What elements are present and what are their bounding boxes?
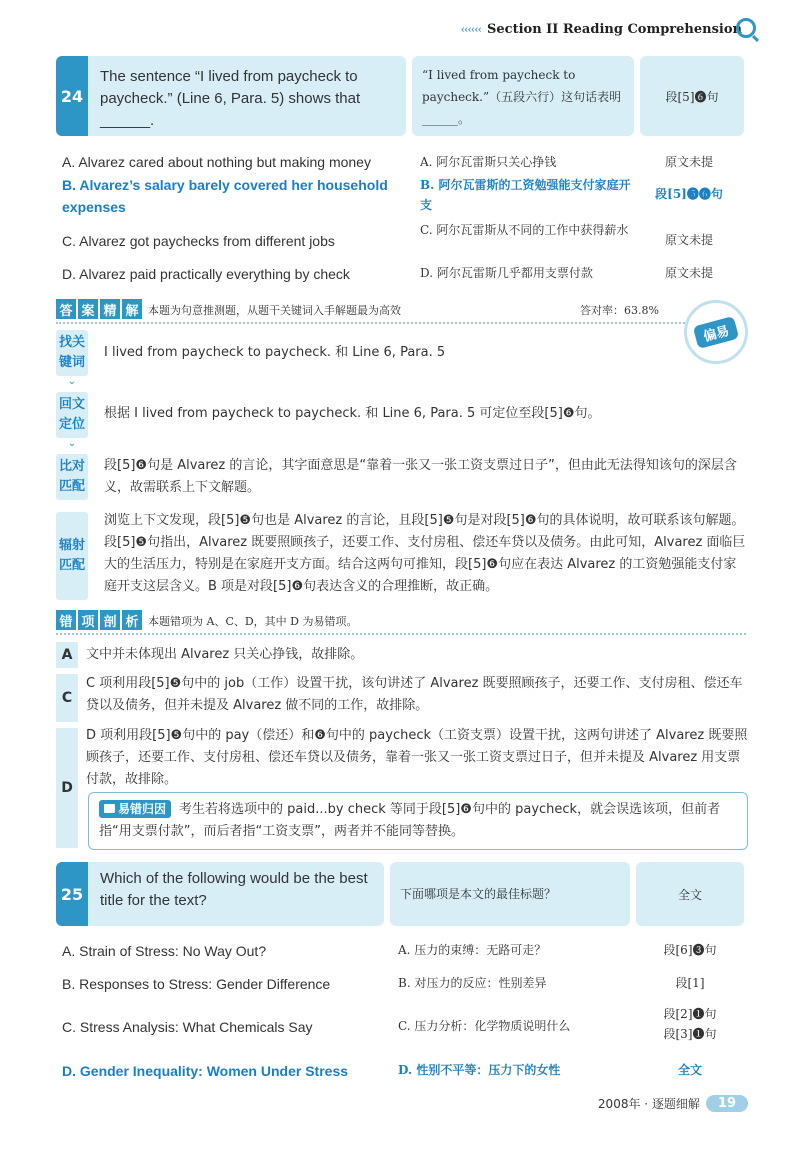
tag-char: 答 bbox=[56, 299, 76, 319]
error-text-a: 文中并未体现出 Alvarez 只关心挣钱，故排除。 bbox=[86, 647, 364, 662]
option-b-cn: B. 对压力的反应：性别差异 bbox=[398, 976, 547, 990]
option-b-en: B. Alvarez’s salary barely covered her household expenses bbox=[62, 177, 388, 215]
error-letter-a: A bbox=[56, 642, 78, 668]
step-text-radiate: 浏览上下文发现，段[5]❺句也是 Alvarez 的言论，且段[5]❺句是对段[5]❻句的具体说明，故可联系该句解题。段[5]❺句指出，Alvarez 既要照顾孩子，还要工作、支付房租、偿还车贷以及债务。由此可知，Alvarez 面临巨大的生活压力，特别是在家庭开支方面。结合这两句可推知，段[5]❻句应在表达 Alvarez 的工资勉强能支付家庭开支这层含义。B 项是对段[5]❻句表达含义的合理推断，故正确。 bbox=[104, 513, 746, 594]
error-cause-label-text: 易错归因 bbox=[118, 801, 167, 816]
difficulty-label: 偏易 bbox=[693, 315, 740, 348]
tag-char: 案 bbox=[78, 299, 98, 319]
step-label-compare: 比对匹配 bbox=[56, 454, 88, 500]
step-label-keyword: 找关键词 bbox=[56, 330, 88, 376]
step-text-keyword: I lived from paycheck to paycheck. 和 Line 6, Para. 5 bbox=[104, 345, 446, 360]
tag-char: 剖 bbox=[100, 610, 120, 630]
error-text-c: C 项利用段[5]❺句中的 job（工作）设置干扰，该句讲述了 Alvarez 既要照顾孩子，还要工作、支付房租、偿还车贷以及债务，但并未提及 Alvarez 做不同的工作，故排除。 bbox=[86, 676, 743, 713]
step-label-locate: 回文定位 bbox=[56, 392, 88, 438]
option-a-source: 段[6]❸句 bbox=[663, 943, 717, 957]
step-text-compare: 段[5]❻句是 Alvarez 的言论，其字面意思是“靠着一张又一张工资支票过日子”，但由此无法得知该句的深层含义，故需联系上下文解题。 bbox=[104, 458, 737, 495]
arrows-decoration: ‹‹‹‹‹‹ bbox=[460, 23, 481, 36]
question-number: 24 bbox=[56, 56, 88, 136]
option-d-source: 全文 bbox=[677, 1063, 702, 1077]
question-stem-en: The sentence “I lived from paycheck to paycheck.” (Line 6, Para. 5) shows that ______. bbox=[88, 56, 406, 136]
option-d-en: D. Alvarez paid practically everything by check bbox=[62, 266, 350, 282]
error-cause-label bbox=[99, 800, 171, 818]
magnifier-icon bbox=[736, 18, 756, 38]
error-cause-box bbox=[88, 792, 748, 850]
page-number: 19 bbox=[706, 1095, 748, 1112]
chevron-down-icon: ⌄ bbox=[67, 376, 77, 387]
section-title: Section II Reading Comprehension bbox=[487, 22, 742, 37]
tag-char: 错 bbox=[56, 610, 76, 630]
page-footer bbox=[598, 1095, 748, 1112]
tag-char: 析 bbox=[122, 610, 142, 630]
option-d-cn: D. 性别不平等：压力下的女性 bbox=[398, 1063, 561, 1077]
option-b-source: 段[5]❺❻句 bbox=[655, 187, 723, 201]
answer-analysis-tag bbox=[56, 299, 142, 319]
difficulty-badge bbox=[684, 300, 748, 364]
tag-char: 精 bbox=[100, 299, 120, 319]
option-d-cn: D. 阿尔瓦雷斯几乎都用支票付款 bbox=[420, 266, 593, 280]
error-text-d: D 项利用段[5]❺句中的 pay（偿还）和❻句中的 paycheck（工资支票）设置干扰，这两句讲述了 Alvarez 既要照顾孩子，还要工作、支付房租、偿还车贷以及债务，靠着一张又一张工资支票过日子，但并未提及 Alvarez 用支票付款，故排除。 bbox=[86, 728, 748, 787]
section-header bbox=[461, 22, 742, 37]
book-icon bbox=[104, 804, 115, 813]
step-text-locate: 根据 I lived from paycheck to paycheck. 和 Line 6, Para. 5 可定位至段[5]❻句。 bbox=[104, 406, 601, 421]
option-d-en: D. Gender Inequality: Women Under Stress bbox=[62, 1063, 349, 1079]
option-c-en: C. Alvarez got paychecks from different jobs bbox=[62, 233, 335, 249]
question-source: 段[5]❻句 bbox=[640, 56, 744, 136]
footer-label: 2008年 · 逐题细解 bbox=[597, 1097, 700, 1111]
tag-char: 项 bbox=[78, 610, 98, 630]
error-analysis-tag bbox=[56, 610, 142, 630]
chevron-down-icon: ⌄ bbox=[67, 438, 77, 449]
question-stem-cn: 下面哪项是本文的最佳标题？ bbox=[390, 862, 630, 926]
question-number: 25 bbox=[56, 862, 88, 926]
error-note: 本题错项为 A、C、D，其中 D 为易错项。 bbox=[148, 615, 358, 628]
option-a-en: A. Strain of Stress: No Way Out? bbox=[62, 943, 267, 959]
option-a-cn: A. 阿尔瓦雷斯只关心挣钱 bbox=[420, 155, 557, 169]
accuracy-rate: 答对率：63.8% bbox=[580, 304, 659, 317]
option-a-en: A. Alvarez cared about nothing but making money bbox=[62, 154, 371, 170]
analysis-note: 本题为句意推测题，从题干关键词入手解题最为高效 bbox=[148, 304, 401, 317]
step-label-radiate: 辐射匹配 bbox=[56, 512, 88, 600]
option-c-source: 段[2]❶句 段[3]❶句 bbox=[663, 1007, 717, 1041]
question-source: 全文 bbox=[636, 862, 744, 926]
option-d-source: 原文未提 bbox=[664, 266, 713, 280]
question-stem-en: Which of the following would be the best title for the text? bbox=[88, 862, 384, 926]
option-b-cn: B. 阿尔瓦雷斯的工资勉强能支付家庭开支 bbox=[420, 178, 631, 212]
tag-char: 解 bbox=[122, 299, 142, 319]
option-c-cn: C. 阿尔瓦雷斯从不同的工作中获得薪水 bbox=[420, 223, 629, 237]
option-c-en: C. Stress Analysis: What Chemicals Say bbox=[62, 1019, 313, 1035]
option-c-cn: C. 压力分析：化学物质说明什么 bbox=[398, 1019, 571, 1033]
option-a-cn: A. 压力的束缚：无路可走？ bbox=[398, 943, 547, 957]
error-cause-text: 考生若将选项中的 paid...by check 等同于段[5]❻句中的 paycheck，就会误选该项，但前者指“用支票付款”，而后者指“工资支票”，两者并不能同等替换。 bbox=[99, 802, 721, 839]
option-b-en: B. Responses to Stress: Gender Difference bbox=[62, 976, 331, 992]
question-stem-cn: “I lived from paycheck to paycheck.”（五段六行）这句话表明 ______。 bbox=[412, 56, 634, 136]
option-a-source: 原文未提 bbox=[664, 155, 713, 169]
option-c-source: 原文未提 bbox=[664, 233, 713, 247]
error-letter-c: C bbox=[56, 674, 78, 722]
divider bbox=[56, 633, 746, 635]
option-b-source: 段[1] bbox=[675, 976, 705, 990]
divider bbox=[56, 322, 696, 324]
error-letter-d: D bbox=[56, 728, 78, 848]
